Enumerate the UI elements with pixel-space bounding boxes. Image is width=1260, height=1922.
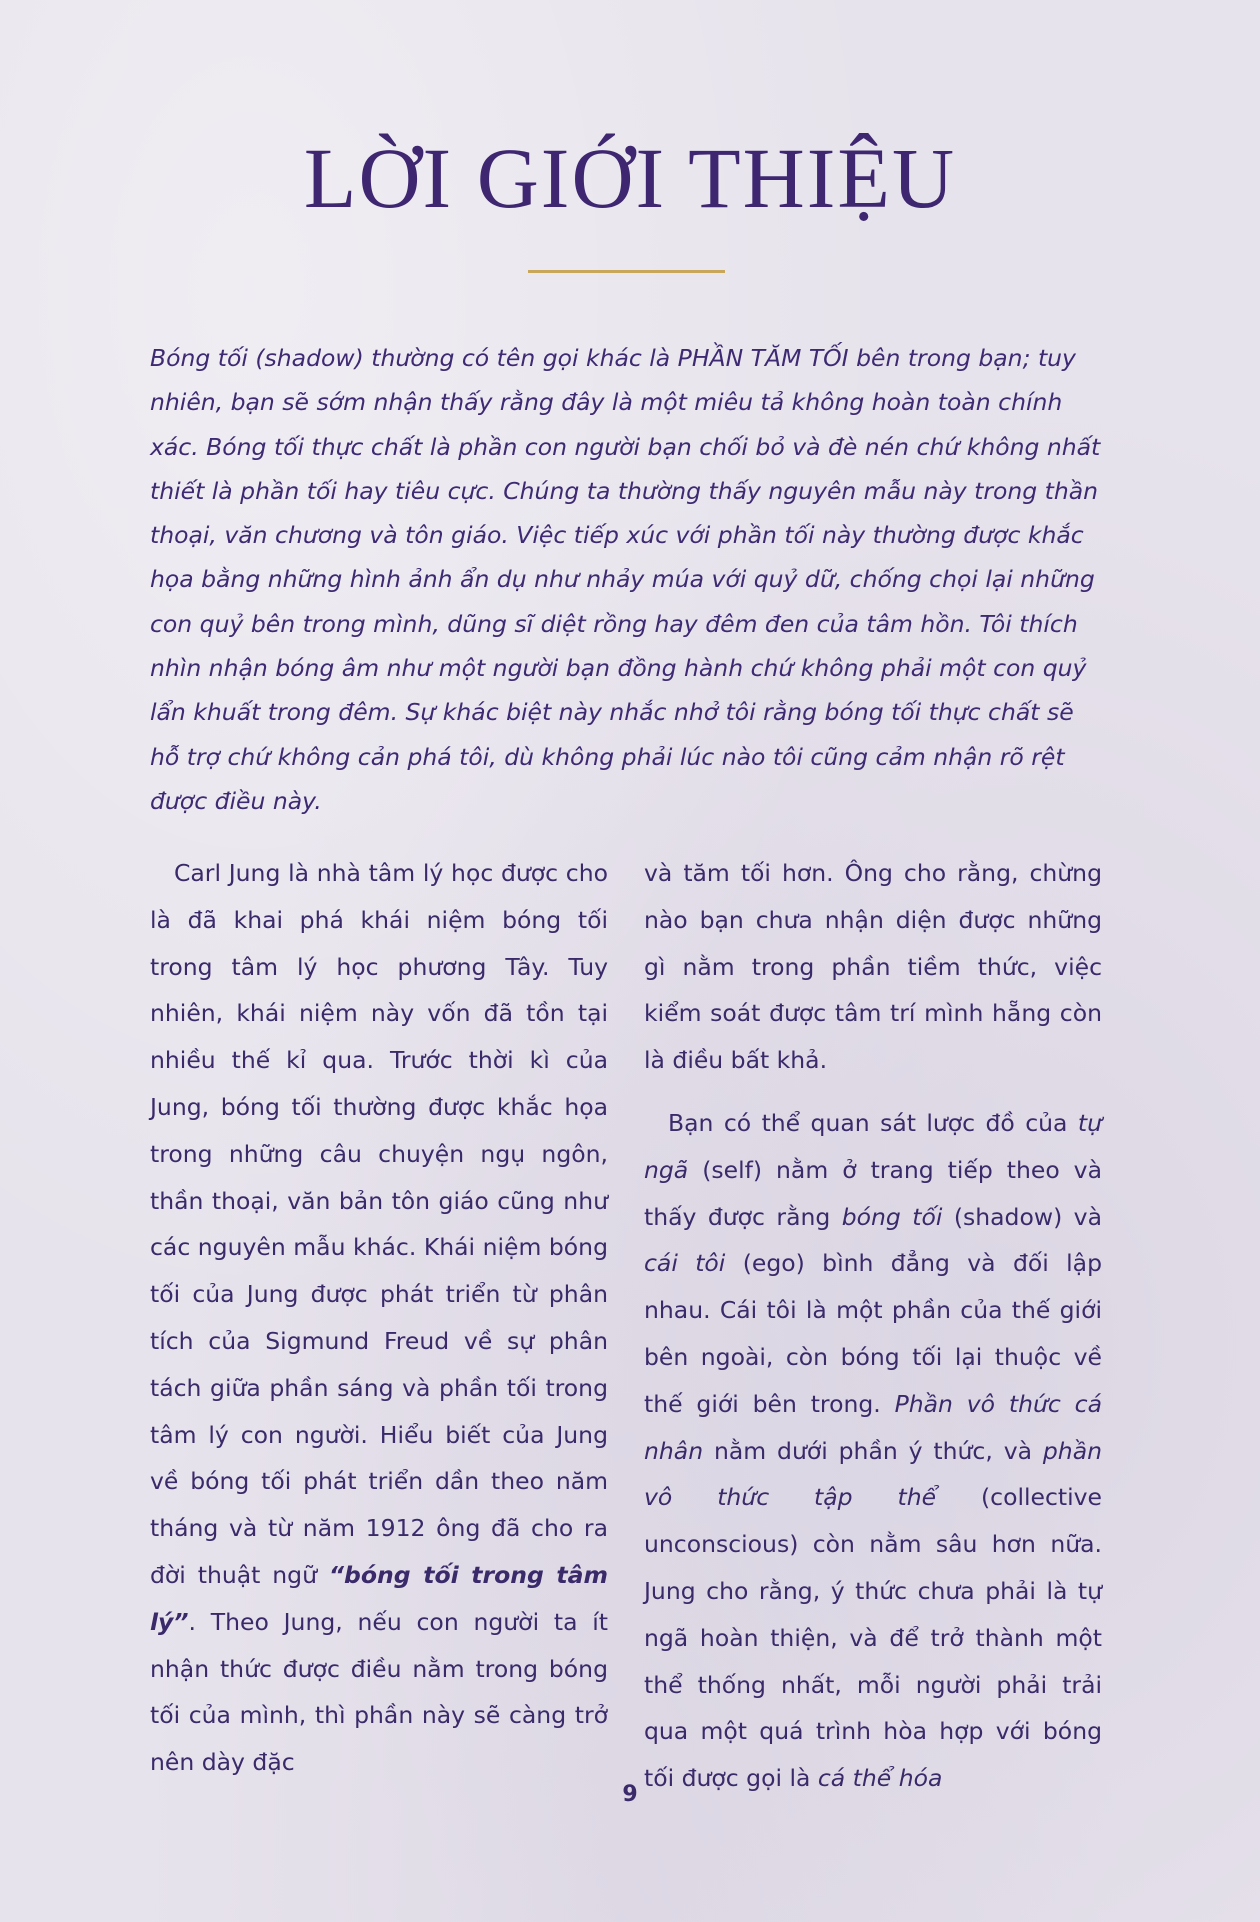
p2-term-shadow: bóng tối [841, 1202, 943, 1231]
right-column [644, 850, 1102, 1818]
p2-text-c: (shadow) và [942, 1202, 1102, 1231]
p2-text-f: (collective unconscious) còn nằm sâu hơn nữa. Jung cho rằng, ý thức chưa phải là tự ngã hoàn thiện, và để trở thành một thể thống nhất, mỗi người phải trải qua một quá trình hòa hợp với bóng tối được gọi là [644, 1483, 1103, 1793]
p1-term: “bóng tối trong tâm lý” [150, 1560, 609, 1636]
left-column [150, 850, 608, 1802]
body-paragraph-1 [150, 850, 608, 1786]
p2-term-collective-unconscious: phần vô thức tập thể [644, 1436, 1102, 1512]
body-paragraph-1-continued: và tăm tối hơn. Ông cho rằng, chừng nào bạn chưa nhận diện được những gì nằm trong phần tiềm thức, việc kiểm soát được tâm trí mình hẵng còn là điều bất khả. [644, 859, 1102, 1075]
page-number: 9 [622, 1782, 638, 1807]
p2-term-individuation: cá thể hóa [817, 1764, 943, 1793]
p2-text-d: (ego) bình đẳng và đối lập nhau. Cái tôi là một phần của thế giới bên ngoài, còn bóng tối lại thuộc về thế giới bên trong. [644, 1249, 1102, 1418]
p2-text-e: nằm dưới phần ý thức, và [703, 1436, 1043, 1465]
body-paragraph-2 [644, 1100, 1102, 1802]
p2-term-personal-unconscious: Phần vô thức cá nhân [644, 1389, 1102, 1465]
p2-text-b: (self) nằm ở trang tiếp theo và thấy được rằng [644, 1155, 1102, 1231]
page-title: LỜI GIỚI THIỆU [303, 130, 957, 226]
p1-text-b: . Theo Jung, nếu con người ta ít nhận thức được điều nằm trong bóng tối của mình, thì phần này sẽ càng trở nên dày đặc [150, 1607, 608, 1777]
intro-paragraph: Bóng tối (shadow) thường có tên gọi khác là PHẦN TĂM TỐI bên trong bạn; tuy nhiên, bạn sẽ sớm nhận thấy rằng đây là một miêu tả không hoàn toàn chính xác. Bóng tối thực chất là phần con người bạn chối bỏ và đè nén chứ không nhất thiết là phần tối hay tiêu cực. Chúng ta thường thấy nguyên mẫu này trong thần thoại, văn chương và tôn giáo. Việc tiếp xúc với phần tối này thường được khắc họa bằng những hình ảnh ẩn dụ như nhảy múa với quỷ dữ, chống chọi lại những con quỷ bên trong mình, dũng sĩ diệt rồng hay đêm đen của tâm hồn. Tôi thích nhìn nhận bóng âm như một người bạn đồng hành chứ không phải một con quỷ lẩn khuất trong đêm. Sự khác biệt này nhắc nhở tôi rằng bóng tối thực chất sẽ hỗ trợ chứ không cản phá tôi, dù không phải lúc nào tôi cũng cảm nhận rõ rệt được điều này. [150, 344, 1101, 815]
p1-text-a: Carl Jung là nhà tâm lý học được cho là đã khai phá khái niệm bóng tối trong tâm lý học phương Tây. Tuy nhiên, khái niệm này vốn đã tồn tại nhiều thế kỉ qua. Trước thời kì của Jung, bóng tối thường được khắc họa trong những câu chuyện ngụ ngôn, thần thoại, văn bản tôn giáo cũng như các nguyên mẫu khác. Khái niệm bóng tối của Jung được phát triển từ phân tích của Sigmund Freud về sự phân tách giữa phần sáng và phần tối trong tâm lý con người. Hiểu biết của Jung về bóng tối phát triển dần theo năm tháng và từ năm 1912 ông đã cho ra đời thuật ngữ [150, 859, 608, 1589]
p2-text-a: Bạn có thể quan sát lược đồ của [668, 1108, 1078, 1137]
title-divider [528, 270, 725, 273]
p2-term-self: tự ngã [644, 1108, 1102, 1184]
p2-term-ego: cái tôi [644, 1249, 726, 1278]
body-columns [150, 850, 1103, 1793]
